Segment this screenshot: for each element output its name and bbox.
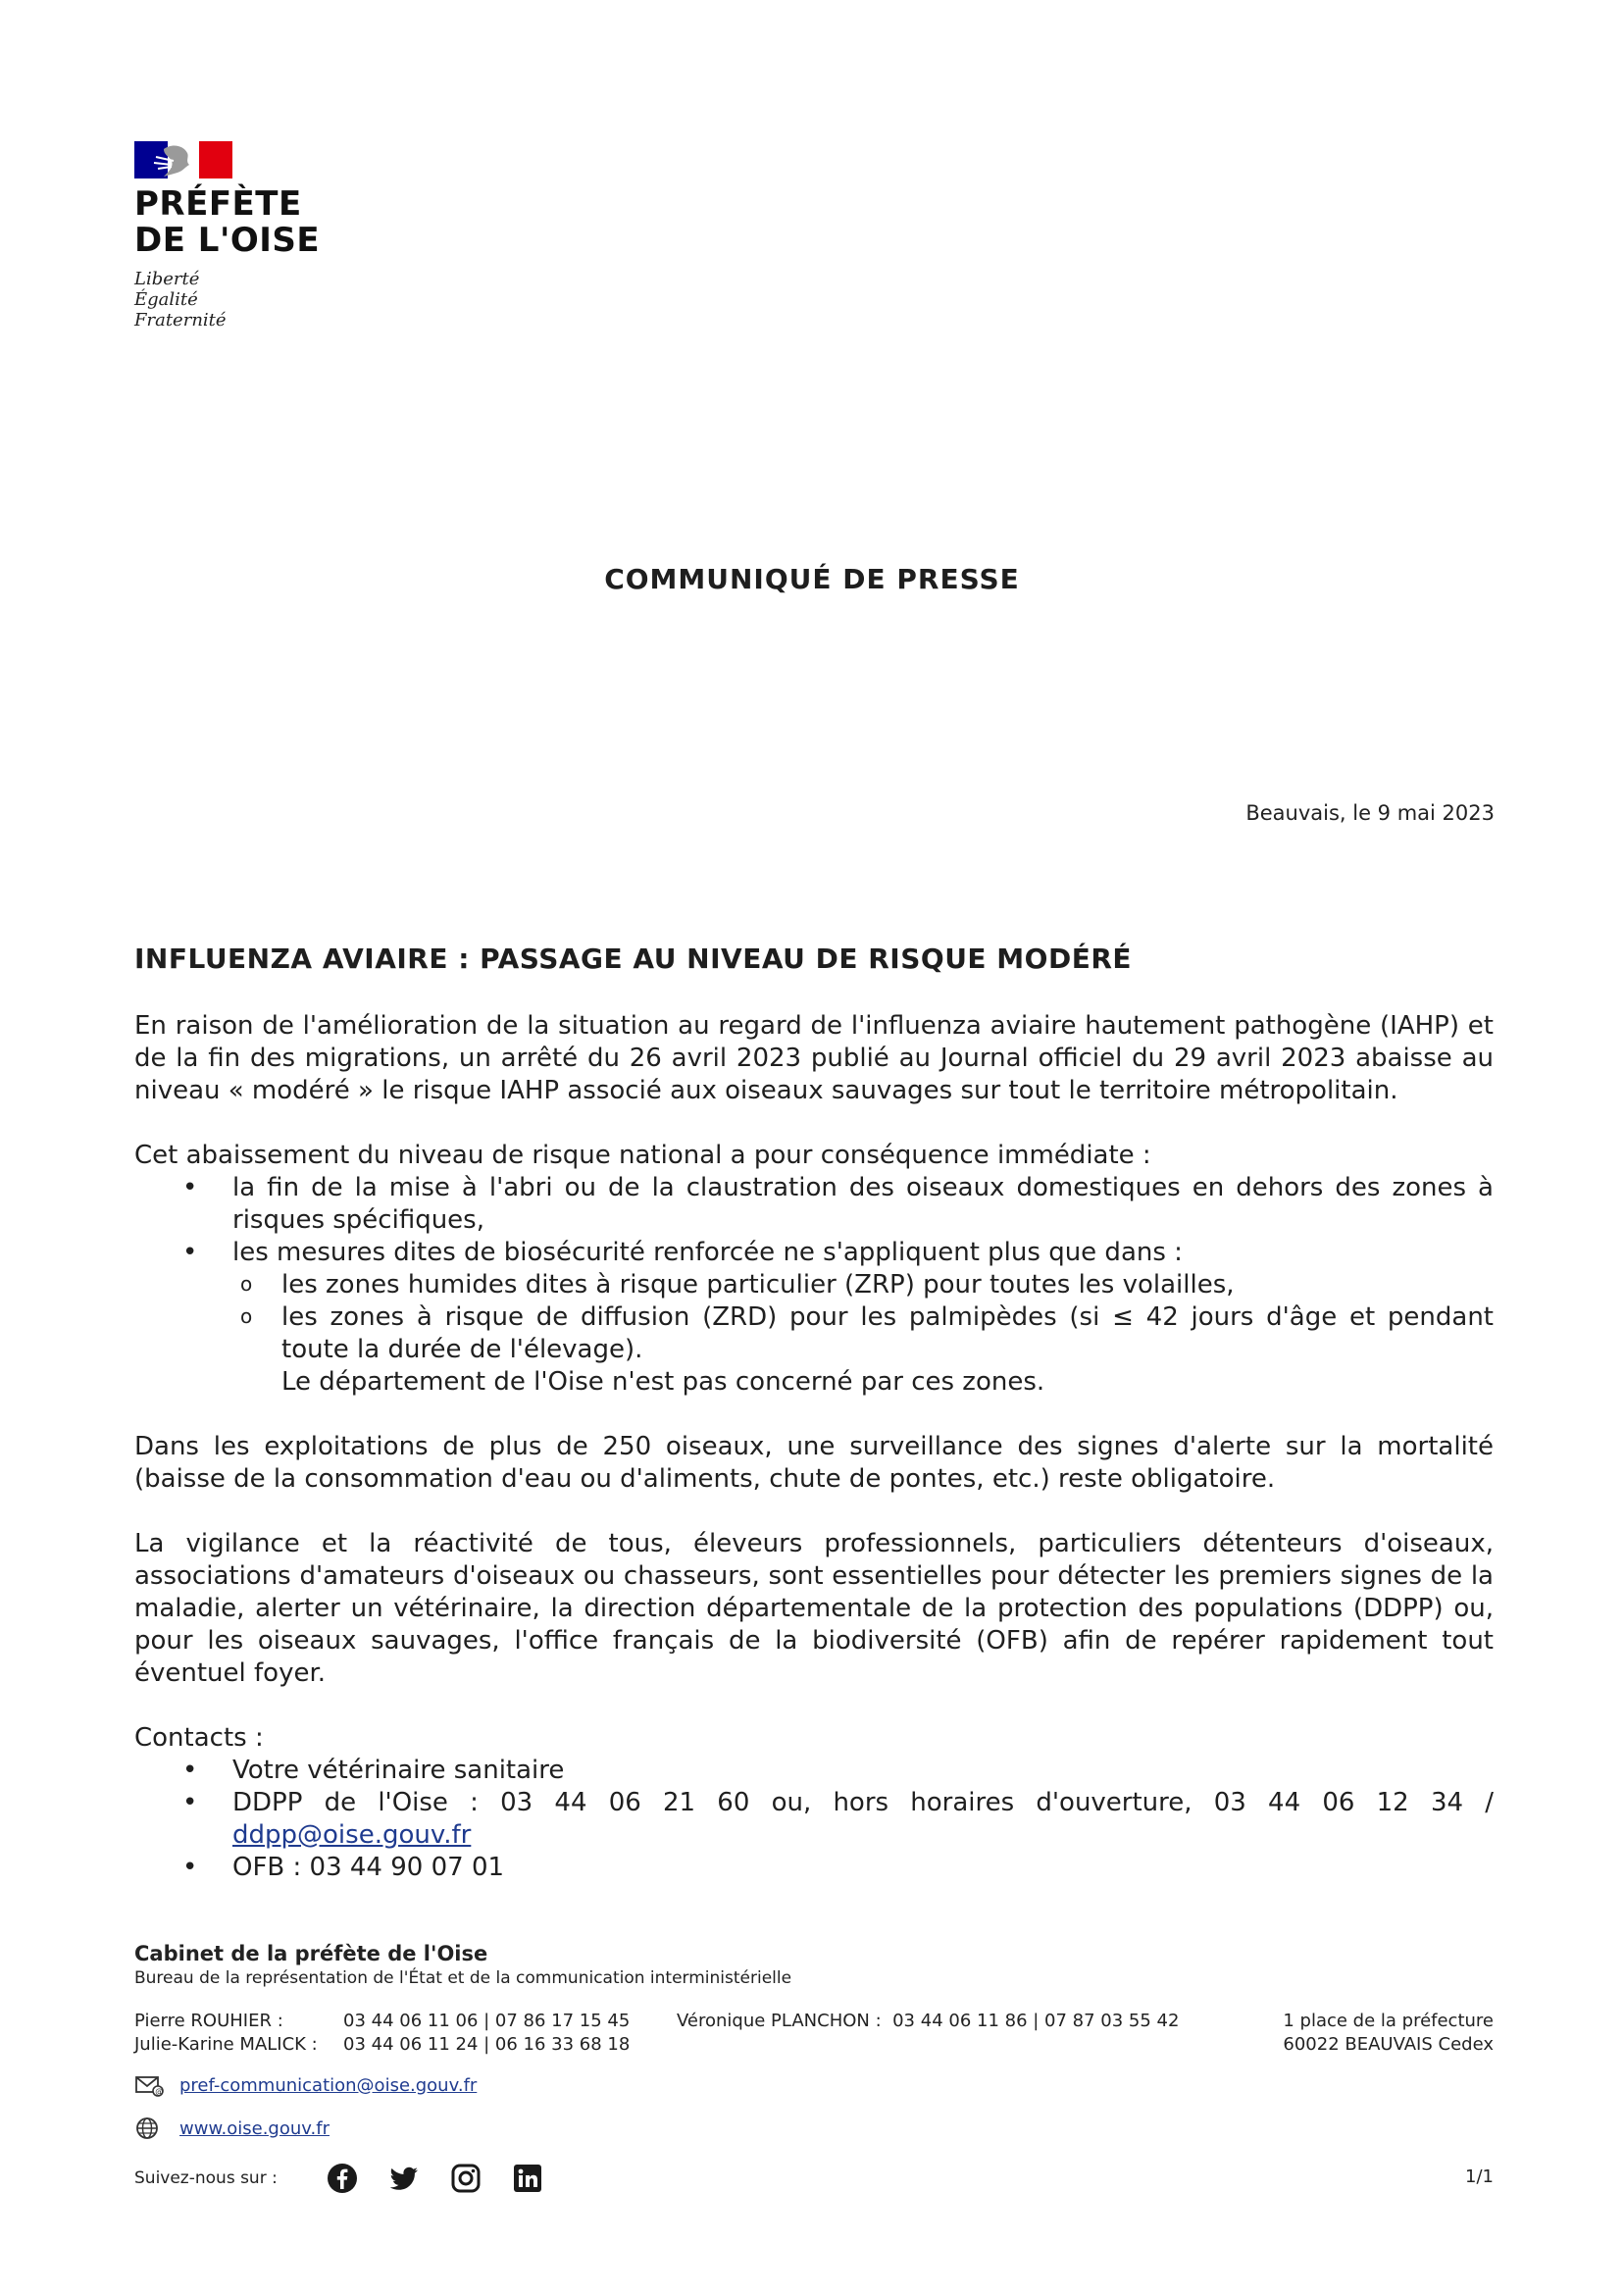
bureau-name: Bureau de la représentation de l'État et de la communication interministérielle — [134, 1968, 792, 1988]
date-line: Beauvais, le 9 mai 2023 — [1245, 801, 1495, 825]
facebook-icon[interactable] — [327, 2163, 358, 2194]
mail-icon — [134, 2072, 164, 2098]
motto-liberte: Liberté — [134, 269, 200, 289]
sublist-item: o les zones humides dites à risque particulier (ZRP) pour toutes les volailles, — [232, 1269, 1494, 1301]
motto-fraternite: Fraternité — [134, 310, 227, 331]
paragraph-4: La vigilance et la réactivité de tous, éleveurs professionnels, particuliers détenteurs d'oiseaux, associations d'amateurs d'oiseaux ou chasseurs, sont essentielles pour détecter les premiers signes de la maladie, alerter un vétérinaire, la direction départementale de la protection des populations (DDPP) ou, pour les oiseaux sauvages, l'office français de la biodiversité (OFB) afin de repérer rapidement tout éventuel foyer. — [134, 1529, 1494, 1688]
social-row — [134, 2159, 1494, 2198]
body-text — [134, 1010, 1494, 1884]
cabinet-name: Cabinet de la préfète de l'Oise — [134, 1942, 488, 1965]
ddpp-email-link[interactable]: ddpp@oise.gouv.fr — [232, 1820, 472, 1850]
website-link[interactable]: www.oise.gouv.fr — [179, 2117, 330, 2139]
headline: INFLUENZA AVIAIRE : PASSAGE AU NIVEAU DE RISQUE MODÉRÉ — [134, 943, 1133, 975]
list-item — [134, 1787, 1494, 1852]
communication-email-link[interactable]: pref-communication@oise.gouv.fr — [179, 2074, 478, 2096]
list-item-text: les mesures dites de biosécurité renforcée ne s'appliquent plus que dans : — [232, 1238, 1183, 1267]
list-item: • Votre vétérinaire sanitaire — [134, 1755, 1494, 1787]
consequences-list — [134, 1172, 1494, 1366]
institution-name — [134, 186, 370, 259]
email-line — [134, 2068, 1494, 2102]
sublist-item: o les zones à risque de diffusion (ZRD) pour les palmipèdes (si ≤ 42 jours d'âge et pendant toute la durée de l'élevage). — [232, 1301, 1494, 1366]
address-line-2: 60022 BEAUVAIS Cedex — [1283, 2034, 1494, 2055]
press-contacts-row — [134, 2010, 1494, 2059]
contact-name: Julie-Karine MALICK : — [134, 2034, 318, 2055]
page-number: 1/1 — [1465, 2167, 1494, 2187]
linkedin-icon[interactable] — [512, 2163, 543, 2194]
address-line-1: 1 place de la préfecture — [1283, 2011, 1494, 2031]
paragraph-2-intro: Cet abaissement du niveau de risque national a pour conséquence immédiate : — [134, 1141, 1151, 1170]
marianne-logo — [134, 141, 232, 178]
follow-label: Suivez-nous sur : — [134, 2168, 278, 2188]
zones-sublist — [232, 1269, 1494, 1366]
contact-name: Véronique PLANCHON : — [677, 2011, 882, 2031]
svg-text:@: @ — [155, 2087, 164, 2096]
contacts-list — [134, 1755, 1494, 1884]
instagram-icon[interactable] — [450, 2163, 482, 2194]
list-item: • OFB : 03 44 90 07 01 — [134, 1852, 1494, 1884]
oise-zone-note: Le département de l'Oise n'est pas concerné par ces zones. — [281, 1367, 1045, 1397]
paragraph-1: En raison de l'amélioration de la situation au regard de l'influenza aviaire hautement pathogène (IAHP) et de la fin des migrations, un arrêté du 26 avril 2023 publié au Journal officiel du 29 avril 2023 abaisse au niveau « modéré » le risque IAHP associé aux oiseaux sauvages sur tout le territoire métropolitain. — [134, 1011, 1494, 1105]
contact-phones: 03 44 06 11 86 | 07 87 03 55 42 — [892, 2011, 1180, 2031]
prefecture-logo-block — [134, 141, 370, 331]
globe-icon — [134, 2116, 164, 2141]
motto-egalite: Égalité — [134, 289, 198, 310]
institution-line-1: PRÉFÈTE — [134, 184, 302, 224]
contact-name: Pierre ROUHIER : — [134, 2011, 283, 2031]
website-line — [134, 2112, 1494, 2145]
republic-motto — [134, 269, 370, 331]
footer — [134, 1942, 1494, 2198]
paragraph-3: Dans les exploitations de plus de 250 oiseaux, une surveillance des signes d'alerte sur la mortalité (baisse de la consommation d'eau ou d'aliments, chute de pontes, etc.) reste obligatoire. — [134, 1432, 1494, 1494]
postal-address — [1283, 2010, 1494, 2057]
document-type-title: COMMUNIQUÉ DE PRESSE — [604, 563, 1020, 595]
contacts-label: Contacts : — [134, 1723, 264, 1753]
list-item — [134, 1237, 1494, 1366]
press-contacts-left — [134, 2010, 630, 2057]
ddpp-contact-text: DDPP de l'Oise : 03 44 06 21 60 ou, hors horaires d'ouverture, 03 44 06 12 34 / — [232, 1788, 1494, 1817]
contact-phones: 03 44 06 11 24 | 06 16 33 68 18 — [343, 2034, 631, 2055]
twitter-icon[interactable] — [388, 2163, 420, 2194]
press-contacts-middle — [677, 2010, 1179, 2033]
list-item: • la fin de la mise à l'abri ou de la claustration des oiseaux domestiques en dehors des zones à risques spécifiques, — [134, 1172, 1494, 1237]
institution-line-2: DE L'OISE — [134, 221, 321, 260]
contact-phones: 03 44 06 11 06 | 07 86 17 15 45 — [343, 2011, 631, 2031]
